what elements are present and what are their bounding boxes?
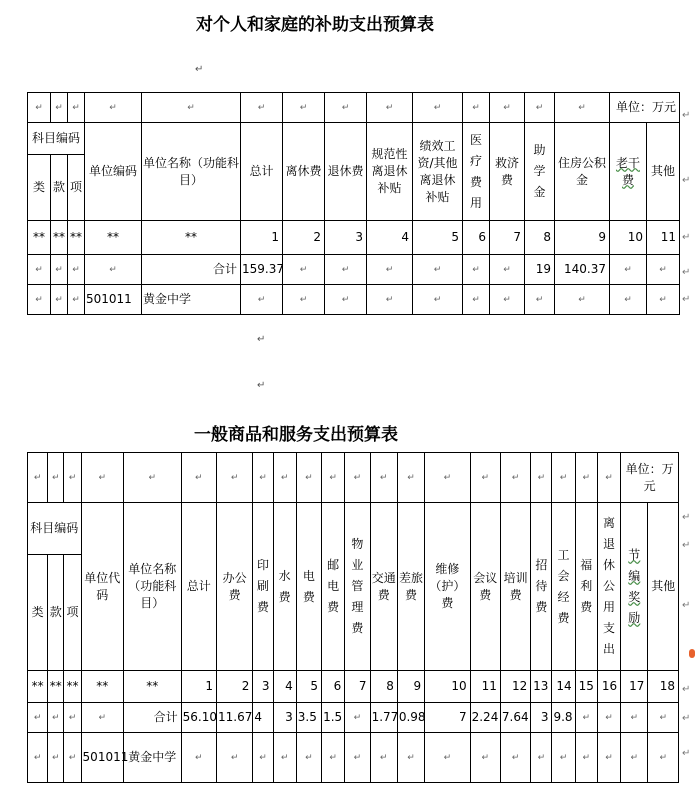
- table-row: [28, 93, 680, 123]
- empty-cell: [81, 453, 123, 503]
- peixun-header: 培训费: [500, 503, 530, 671]
- org-name: 黄金中学: [142, 285, 241, 315]
- paragraph-mark: ↵: [682, 175, 691, 186]
- empty-cell: [51, 93, 68, 123]
- table-row: [28, 671, 679, 703]
- empty-cell: [463, 93, 490, 123]
- empty-cell: [621, 733, 648, 783]
- cell: 3: [253, 671, 273, 703]
- sum-label: 合计: [124, 703, 182, 733]
- cell: 2: [216, 671, 252, 703]
- sum-weixiu: 7: [425, 703, 470, 733]
- empty-cell: [597, 733, 620, 783]
- lei-header: 类: [28, 555, 48, 671]
- tuixiu-header: 退休费: [325, 123, 367, 221]
- personal-subsidy-table: [27, 92, 680, 315]
- table-header-row: [28, 123, 680, 155]
- empty-cell: [490, 93, 525, 123]
- empty-cell: [370, 453, 397, 503]
- cell: 4: [367, 221, 413, 255]
- empty-cell: [322, 453, 345, 503]
- yiliao-header: 医疗费用: [463, 123, 490, 221]
- cell: 10: [610, 221, 647, 255]
- empty-cell: [273, 453, 296, 503]
- table-row: [28, 453, 679, 503]
- empty-cell: [283, 93, 325, 123]
- empty-cell: [552, 453, 575, 503]
- empty-cell: [425, 453, 470, 503]
- sum-peixun: 7.64: [500, 703, 530, 733]
- yinshua-header: 印刷费: [253, 503, 273, 671]
- empty-cell: [610, 255, 647, 285]
- sum-shui: 3: [273, 703, 296, 733]
- jiaotong-header: 交通费: [370, 503, 397, 671]
- unit-label: 单位：万元: [621, 453, 679, 503]
- empty-cell: [597, 453, 620, 503]
- cell: 12: [500, 671, 530, 703]
- kuan-header: 款: [48, 555, 64, 671]
- empty-cell: [28, 703, 48, 733]
- unit-code-header: 单位代码: [81, 503, 123, 671]
- cell: **: [28, 221, 51, 255]
- empty-cell: [81, 703, 123, 733]
- cell: 4: [273, 671, 296, 703]
- cell: 1: [241, 221, 283, 255]
- cell: 9: [397, 671, 424, 703]
- empty-cell: [425, 733, 470, 783]
- sum-zhufang: 140.37: [555, 255, 610, 285]
- empty-cell: [48, 733, 64, 783]
- paragraph-mark: ↵: [682, 512, 691, 523]
- empty-cell: [621, 703, 648, 733]
- empty-cell: [28, 453, 48, 503]
- table-row: [28, 733, 679, 783]
- empty-cell: [51, 285, 68, 315]
- unit-name-header: 单位名称（功能科目）: [142, 123, 241, 221]
- empty-cell: [610, 285, 647, 315]
- empty-cell: [124, 453, 182, 503]
- empty-cell: [241, 93, 283, 123]
- sum-bangong: 11.67: [216, 703, 252, 733]
- empty-cell: [500, 733, 530, 783]
- sum-gonghui: 9.8: [552, 703, 575, 733]
- paragraph-mark: ↵: [257, 380, 266, 391]
- unit-label: 单位：万元: [610, 93, 680, 123]
- empty-cell: [463, 285, 490, 315]
- cell: 17: [621, 671, 648, 703]
- empty-cell: [413, 93, 463, 123]
- empty-cell: [500, 453, 530, 503]
- empty-cell: [28, 93, 51, 123]
- empty-cell: [413, 255, 463, 285]
- cell: **: [64, 671, 81, 703]
- bangong-header: 办公费: [216, 503, 252, 671]
- empty-cell: [490, 285, 525, 315]
- kuan-header: 款: [51, 155, 68, 221]
- table1-title: 对个人和家庭的补助支出预算表: [196, 15, 434, 35]
- paragraph-mark: ↵: [195, 64, 204, 75]
- sum-zhuxue: 19: [525, 255, 555, 285]
- empty-cell: [48, 703, 64, 733]
- empty-cell: [253, 453, 273, 503]
- zhaodai-header: 招待费: [531, 503, 552, 671]
- empty-cell: [648, 733, 679, 783]
- sum-huiyi: 2.24: [470, 703, 500, 733]
- sum-row: [28, 255, 680, 285]
- empty-cell: [283, 285, 325, 315]
- sum-yinshua: 4: [253, 703, 273, 733]
- empty-cell: [85, 255, 142, 285]
- cell: 7: [490, 221, 525, 255]
- cell: 10: [425, 671, 470, 703]
- empty-cell: [64, 703, 81, 733]
- sum-youdian: 1.5: [322, 703, 345, 733]
- cell: 9: [555, 221, 610, 255]
- lixiu-header: 离休费: [283, 123, 325, 221]
- sum-jiaotong: 1.77: [370, 703, 397, 733]
- empty-cell: [64, 733, 81, 783]
- xiang-header: 项: [64, 555, 81, 671]
- cell: 6: [322, 671, 345, 703]
- jiebian-header: 节编奖励: [621, 503, 648, 671]
- zhufang-header: 住房公积金: [555, 123, 610, 221]
- empty-cell: [253, 733, 273, 783]
- empty-cell: [575, 453, 597, 503]
- empty-cell: [370, 733, 397, 783]
- paragraph-mark: ↵: [682, 748, 691, 759]
- cell: 5: [296, 671, 321, 703]
- empty-cell: [68, 285, 85, 315]
- guifan-header: 规范性离退休补贴: [367, 123, 413, 221]
- code-group-header: 科目编码: [28, 503, 82, 555]
- cell: **: [51, 221, 68, 255]
- cell: 6: [463, 221, 490, 255]
- empty-cell: [367, 285, 413, 315]
- empty-cell: [322, 733, 345, 783]
- cell: 18: [648, 671, 679, 703]
- cell: 15: [575, 671, 597, 703]
- empty-cell: [325, 255, 367, 285]
- total-header: 总计: [241, 123, 283, 221]
- shui-header: 水费: [273, 503, 296, 671]
- sum-total: 159.37: [241, 255, 283, 285]
- cell: **: [142, 221, 241, 255]
- paragraph-mark: ↵: [682, 232, 691, 243]
- empty-cell: [470, 733, 500, 783]
- empty-cell: [325, 93, 367, 123]
- laogan-header: 老干费: [610, 123, 647, 221]
- empty-cell: [345, 453, 370, 503]
- empty-cell: [48, 453, 64, 503]
- paragraph-mark: ↵: [682, 294, 691, 305]
- empty-cell: [345, 733, 370, 783]
- cell: 16: [597, 671, 620, 703]
- zhuxue-header: 助学金: [525, 123, 555, 221]
- empty-cell: [555, 285, 610, 315]
- empty-cell: [68, 255, 85, 285]
- empty-cell: [575, 733, 597, 783]
- total-header: 总计: [181, 503, 216, 671]
- dian-header: 电费: [296, 503, 321, 671]
- youdian-header: 邮电费: [322, 503, 345, 671]
- sum-label: 合计: [142, 255, 241, 285]
- sum-zhaodai: 3: [531, 703, 552, 733]
- edge-marker: [689, 649, 695, 658]
- cell: 13: [531, 671, 552, 703]
- cell: 1: [181, 671, 216, 703]
- sum-row: [28, 703, 679, 733]
- paragraph-mark: ↵: [682, 110, 691, 121]
- paragraph-mark: ↵: [257, 334, 266, 345]
- jixiao-header: 绩效工资/其他离退休补贴: [413, 123, 463, 221]
- lituixiu-header: 离退休公用支出: [597, 503, 620, 671]
- org-name: 黄金中学: [124, 733, 182, 783]
- empty-cell: [531, 453, 552, 503]
- empty-cell: [216, 453, 252, 503]
- cell: 8: [525, 221, 555, 255]
- empty-cell: [555, 93, 610, 123]
- code-group-header: 科目编码: [28, 123, 85, 155]
- cell: **: [124, 671, 182, 703]
- cell: **: [81, 671, 123, 703]
- empty-cell: [64, 453, 81, 503]
- huiyi-header: 会议费: [470, 503, 500, 671]
- cell: **: [48, 671, 64, 703]
- paragraph-mark: ↵: [682, 600, 691, 611]
- table2-title: 一般商品和服务支出预算表: [194, 425, 398, 445]
- fuli-header: 福利费: [575, 503, 597, 671]
- table-header-row: [28, 503, 679, 555]
- empty-cell: [647, 285, 680, 315]
- empty-cell: [273, 733, 296, 783]
- empty-cell: [85, 93, 142, 123]
- cell: 3: [325, 221, 367, 255]
- empty-cell: [397, 733, 424, 783]
- empty-cell: [51, 255, 68, 285]
- empty-cell: [142, 93, 241, 123]
- sum-chailv: 0.98: [397, 703, 424, 733]
- gonghui-header: 工会经费: [552, 503, 575, 671]
- empty-cell: [525, 285, 555, 315]
- empty-cell: [597, 703, 620, 733]
- empty-cell: [470, 453, 500, 503]
- empty-cell: [296, 453, 321, 503]
- lei-header: 类: [28, 155, 51, 221]
- sum-total: 56.10: [181, 703, 216, 733]
- cell: 7: [345, 671, 370, 703]
- sum-dian: 3.5: [296, 703, 321, 733]
- other-header: 其他: [647, 123, 680, 221]
- empty-cell: [531, 733, 552, 783]
- cell: **: [28, 671, 48, 703]
- org-code: 501011: [85, 285, 142, 315]
- paragraph-mark: ↵: [682, 267, 691, 278]
- empty-cell: [367, 255, 413, 285]
- org-code: 501011: [81, 733, 123, 783]
- cell: **: [85, 221, 142, 255]
- other-header: 其他: [648, 503, 679, 671]
- empty-cell: [296, 733, 321, 783]
- cell: 8: [370, 671, 397, 703]
- cell: 5: [413, 221, 463, 255]
- empty-cell: [367, 93, 413, 123]
- empty-cell: [241, 285, 283, 315]
- empty-cell: [575, 703, 597, 733]
- chailv-header: 差旅费: [397, 503, 424, 671]
- empty-cell: [28, 255, 51, 285]
- unit-code-header: 单位编码: [85, 123, 142, 221]
- weixiu-header: 维修（护）费: [425, 503, 470, 671]
- wuye-header: 物业管理费: [345, 503, 370, 671]
- empty-cell: [216, 733, 252, 783]
- empty-cell: [345, 703, 370, 733]
- empty-cell: [397, 453, 424, 503]
- paragraph-mark: ↵: [682, 713, 691, 724]
- empty-cell: [463, 255, 490, 285]
- table-row: [28, 221, 680, 255]
- empty-cell: [181, 453, 216, 503]
- table-row: [28, 285, 680, 315]
- empty-cell: [648, 703, 679, 733]
- cell: 2: [283, 221, 325, 255]
- cell: 11: [647, 221, 680, 255]
- empty-cell: [413, 285, 463, 315]
- paragraph-mark: ↵: [682, 540, 691, 551]
- empty-cell: [181, 733, 216, 783]
- empty-cell: [325, 285, 367, 315]
- xiang-header: 项: [68, 155, 85, 221]
- cell: **: [68, 221, 85, 255]
- empty-cell: [525, 93, 555, 123]
- goods-services-table: [27, 452, 679, 783]
- empty-cell: [68, 93, 85, 123]
- empty-cell: [552, 733, 575, 783]
- empty-cell: [28, 285, 51, 315]
- paragraph-mark: ↵: [682, 684, 691, 695]
- cell: 14: [552, 671, 575, 703]
- empty-cell: [647, 255, 680, 285]
- empty-cell: [283, 255, 325, 285]
- jiuji-header: 救济费: [490, 123, 525, 221]
- empty-cell: [28, 733, 48, 783]
- empty-cell: [490, 255, 525, 285]
- cell: 11: [470, 671, 500, 703]
- unit-name-header: 单位名称（功能科目）: [124, 503, 182, 671]
